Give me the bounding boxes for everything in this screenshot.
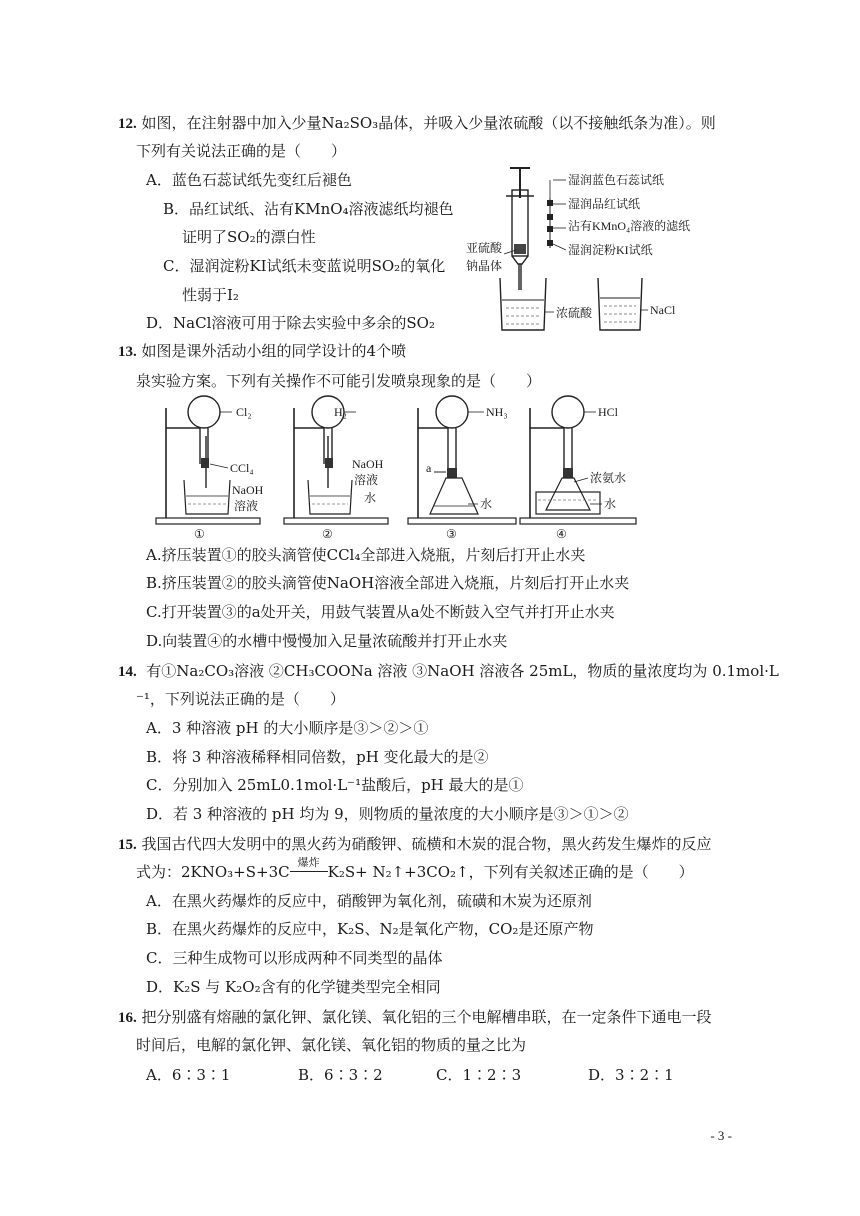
q13-option-c: C.打开装置③的a处开关，用鼓气装置从a处不断鼓入空气并打开止水夹 xyxy=(146,603,615,621)
q13-label-4b: 水 xyxy=(604,497,617,511)
q13-stem-text: 如图是课外活动小组的同学设计的4个喷 xyxy=(141,342,407,360)
q13-label-2a: NaOH xyxy=(352,457,384,471)
q12-number: 12. xyxy=(118,116,137,132)
q15-stem-line2 xyxy=(136,856,694,882)
q16-stem-text: 把分别盛有熔融的氯化钾、氯化镁、氧化铝的三个电解槽串联，在一定条件下通电一段 xyxy=(141,1008,712,1026)
q13-fountain-figure xyxy=(150,392,650,540)
q13-label-1b: NaOH xyxy=(232,483,264,497)
q12-option-c-line2: 性弱于I₂ xyxy=(182,286,239,304)
q14-stem-text: 有①Na₂CO₃溶液 ②CH₃COONa 溶液 ③NaOH 溶液各 25mL，物质的量浓度均为 0.1mol·L xyxy=(146,662,779,680)
q13-number: 13. xyxy=(118,344,137,360)
q13-gas-1: Cl₂ xyxy=(236,405,252,419)
q16-number: 16. xyxy=(118,1010,137,1026)
q14-number: 14. xyxy=(118,664,137,680)
q12-label-h2so4: 浓硫酸 xyxy=(556,306,593,320)
q12-label-sulfite-1: 亚硫酸 xyxy=(466,241,503,255)
q13-num-4: ④ xyxy=(556,527,567,540)
q15-option-b: B．在黑火药爆炸的反应中，K₂S、N₂是氧化产物，CO₂是还原产物 xyxy=(146,920,594,938)
q16-stem-line2: 时间后，电解的氯化钾、氯化镁、氧化铝的物质的量之比为 xyxy=(136,1036,527,1054)
q12-option-a: A．蓝色石蕊试纸先变红后褪色 xyxy=(146,171,352,189)
q14-option-d: D．若 3 种溶液的 pH 均为 9，则物质的量浓度的大小顺序是③＞①＞② xyxy=(146,805,629,823)
q12-syringe-figure xyxy=(462,160,722,336)
q13-gas-3: NH₃ xyxy=(486,405,508,419)
q14-option-a: A．3 种溶液 pH 的大小顺序是③＞②＞① xyxy=(146,719,429,737)
q14-option-c: C．分别加入 25mL0.1mol·L⁻¹盐酸后，pH 最大的是① xyxy=(146,776,524,794)
q15-option-d: D．K₂S 与 K₂O₂含有的化学键类型完全相同 xyxy=(146,978,441,996)
q15-stem-text: 我国古代四大发明中的黑火药为硝酸钾、硫横和木炭的混合物，黑火药发生爆炸的反应 xyxy=(141,835,712,853)
apparatus-4 xyxy=(520,396,636,524)
q13-option-a: A.挤压装置①的胶头滴管使CCl₄全部进入烧瓶，片刻后打开止水夹 xyxy=(146,546,586,564)
q13-label-3b: 水 xyxy=(480,497,493,511)
q12-stem-line1 xyxy=(118,113,716,134)
q13-label-1c: 溶液 xyxy=(234,499,259,513)
q13-stem-line1 xyxy=(118,341,406,362)
q15-equation-left: 式为：2KNO₃+S+3C xyxy=(136,863,290,881)
q12-option-d: D．NaCl溶液可用于除去实验中多余的SO₂ xyxy=(146,314,435,332)
q16-option-a: A．6∶3∶1 xyxy=(146,1066,231,1084)
q13-label-2c: 水 xyxy=(364,491,377,505)
q13-label-3a: a xyxy=(426,461,432,475)
q13-label-1a: CCl₄ xyxy=(230,461,254,475)
q12-label-nacl: NaCl xyxy=(650,303,676,317)
q13-label-2b: 溶液 xyxy=(354,473,379,487)
q13-stem-line2: 泉实验方案。下列有关操作不可能引发喷泉现象的是（ ） xyxy=(136,372,542,390)
q12-option-b-line1: B．品红试纸、沾有KMnO₄溶液滤纸均褪色 xyxy=(163,200,454,218)
q13-gas-2: H₂ xyxy=(334,405,347,419)
q15-option-a: A．在黑火药爆炸的反应中，硝酸钾为氧化剂，硫磺和木炭为还原剂 xyxy=(146,892,592,910)
q12-stem-text: 如图，在注射器中加入少量Na₂SO₃晶体，并吸入少量浓硫酸（以不接触纸条为准）。则 xyxy=(141,114,716,132)
q13-num-3: ③ xyxy=(446,527,457,540)
q12-label-ki: 湿润淀粉KI试纸 xyxy=(568,243,653,257)
q12-label-pinhong: 湿润品红试纸 xyxy=(568,197,641,211)
q16-stem-line1 xyxy=(118,1007,712,1028)
q13-label-4a: 浓氨水 xyxy=(590,471,627,485)
q16-option-b: B．6∶3∶2 xyxy=(298,1066,383,1084)
q12-label-sulfite-2: 钠晶体 xyxy=(466,259,503,273)
q13-num-2: ② xyxy=(322,527,333,540)
q12-label-kmno4: 沾有KMnO₄溶液的滤纸 xyxy=(568,219,691,233)
q13-option-b: B.挤压装置②的胶头滴管使NaOH溶液全部进入烧瓶，片刻后打开止水夹 xyxy=(146,574,630,592)
q15-equation-right: K₂S+ N₂↑+3CO₂↑，下列有关叙述正确的是（ ） xyxy=(327,863,694,881)
q13-gas-4: HCl xyxy=(598,405,619,419)
q15-stem-line1 xyxy=(118,834,712,855)
q12-stem-line2: 下列有关说法正确的是（ ） xyxy=(136,142,347,160)
q14-stem-line1 xyxy=(118,661,779,682)
page-number: - 3 - xyxy=(710,1128,732,1143)
q15-number: 15. xyxy=(118,837,137,853)
q15-option-c: C．三种生成物可以形成两种不同类型的晶体 xyxy=(146,949,443,967)
q16-option-c: C．1∶2∶3 xyxy=(436,1066,522,1084)
q13-option-d: D.向装置④的水槽中慢慢加入足量浓硫酸并打开止水夹 xyxy=(146,632,508,650)
q14-option-b: B．将 3 种溶液稀释相同倍数，pH 变化最大的是② xyxy=(146,748,489,766)
q12-option-c-line1: C．湿润淀粉KI试纸未变蓝说明SO₂的氧化 xyxy=(163,257,446,275)
q15-condition: 爆炸 xyxy=(297,856,320,869)
q14-stem-line2: ⁻¹，下列说法正确的是（ ） xyxy=(136,690,345,708)
q12-option-b-line2: 证明了SO₂的漂白性 xyxy=(182,228,316,246)
q13-num-1: ① xyxy=(194,527,205,540)
q15-condition-arrow xyxy=(290,856,328,882)
q16-option-d: D．3∶2∶1 xyxy=(588,1066,674,1084)
q12-label-litmus: 湿润蓝色石蕊试纸 xyxy=(568,173,665,187)
